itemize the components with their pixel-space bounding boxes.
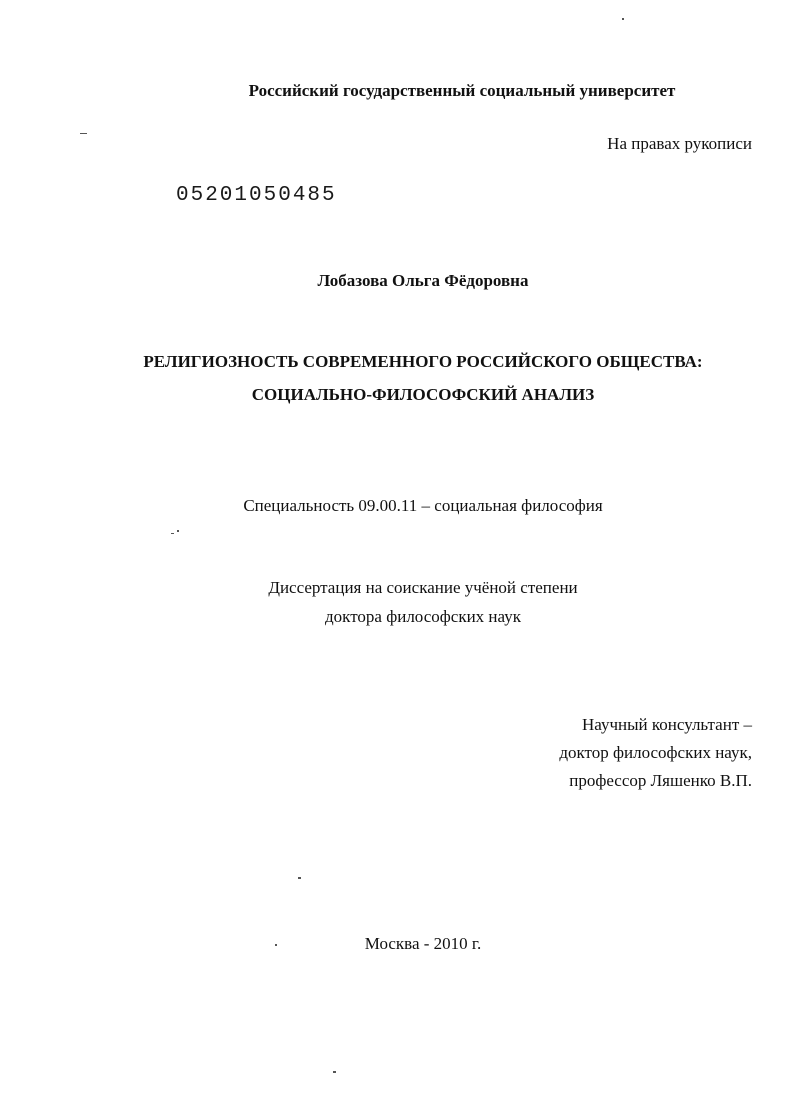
advisor-line-1: Научный консультант – — [582, 715, 752, 734]
scan-speck — [80, 133, 87, 134]
scan-speck — [177, 530, 179, 532]
advisor-line-2: доктор философских наук, — [559, 743, 752, 762]
author-name: Лобазова Ольга Фёдоровна — [317, 271, 529, 290]
scan-speck — [333, 1071, 336, 1073]
manuscript-rights-note: На правах рукописи — [607, 134, 752, 153]
dissertation-title-line-2: СОЦИАЛЬНО-ФИЛОСОФСКИЙ АНАЛИЗ — [251, 385, 595, 404]
dissertation-title-line-1: РЕЛИГИОЗНОСТЬ СОВРЕМЕННОГО РОССИЙСКОГО ОБЩЕСТВА: — [143, 352, 703, 371]
advisor-line-3: профессор Ляшенко В.П. — [569, 771, 752, 790]
library-code-stamp: 05201050485 — [176, 184, 337, 207]
scan-speck — [171, 533, 174, 534]
scan-speck — [298, 877, 301, 879]
university-name: Российский государственный социальный университет — [248, 81, 676, 100]
city-and-year: Москва - 2010 г. — [364, 934, 482, 953]
scan-speck — [275, 944, 277, 946]
degree-line-1: Диссертация на соискание учёной степени — [268, 578, 578, 597]
degree-line-2: доктора философских наук — [325, 607, 521, 626]
specialty-line: Специальность 09.00.11 – социальная философия — [243, 496, 603, 515]
scan-speck — [622, 18, 624, 20]
